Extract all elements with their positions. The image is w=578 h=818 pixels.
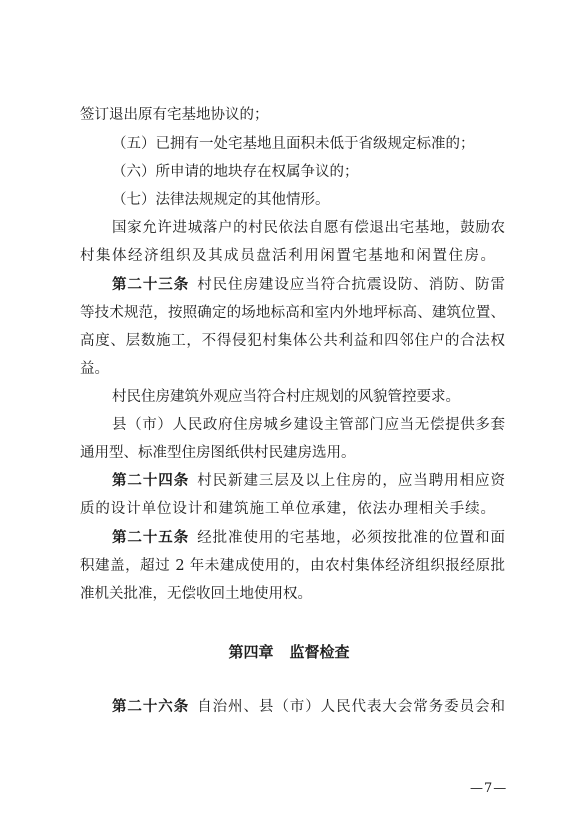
text-line: 积建盖，超过 2 年未建成使用的，由农村集体经济组织报经原批 <box>80 558 505 574</box>
article-text: 村民新建三层及以上住房的，应当聘用相应资 <box>197 473 505 489</box>
article-line <box>112 528 505 548</box>
text-line: 益。 <box>80 361 109 377</box>
page-number: —7— <box>470 781 508 796</box>
text-line: 通用型、标准型住房图纸供村民建房选用。 <box>80 445 356 461</box>
text-line: （六）所申请的地块存在权属争议的； <box>112 164 359 180</box>
text-line: 国家允许进城落户的村民依法自愿有偿退出宅基地，鼓励农 <box>112 220 505 236</box>
article-number: 第二十五条 <box>112 529 190 546</box>
article-number: 第二十四条 <box>112 472 190 489</box>
text-line: 等技术规范，按照确定的场地标高和室内外地坪标高、建筑位置、 <box>80 305 505 321</box>
article-text: 村民住房建设应当符合抗震设防、消防、防雷 <box>197 277 505 293</box>
chapter-heading <box>0 641 578 663</box>
article-line <box>112 697 505 717</box>
text-line: 准机关批准，无偿收回土地使用权。 <box>80 586 312 602</box>
text-line: 村集体经济组织及其成员盘活利用闲置宅基地和闲置住房。 <box>80 248 495 264</box>
article-text: 经批准使用的宅基地，必须按批准的位置和面 <box>197 530 505 546</box>
text-line: （七）法律法规规定的其他情形。 <box>112 192 330 208</box>
text-line: 签订退出原有宅基地协议的； <box>80 107 269 123</box>
text-line: 县（市）人民政府住房城乡建设主管部门应当无偿提供多套 <box>112 417 505 433</box>
text-line: （五）已拥有一处宅基地且面积未低于省级规定标准的； <box>112 136 475 152</box>
article-line <box>112 275 505 295</box>
chapter-title: 监督检查 <box>289 643 350 661</box>
article-text: 自治州、县（市）人民代表大会常务委员会和 <box>197 699 505 715</box>
text-line: 高度、层数施工，不得侵犯村集体公共利益和四邻住户的合法权 <box>80 333 505 349</box>
article-number: 第二十三条 <box>112 276 190 293</box>
text-line: 质的设计单位设计和建筑施工单位承建，依法办理相关手续。 <box>80 501 495 517</box>
text-line: 村民住房建筑外观应当符合村庄规划的风貌管控要求。 <box>112 389 460 405</box>
article-number: 第二十六条 <box>112 698 190 715</box>
article-line <box>112 471 505 491</box>
chapter-number: 第四章 <box>228 643 274 661</box>
